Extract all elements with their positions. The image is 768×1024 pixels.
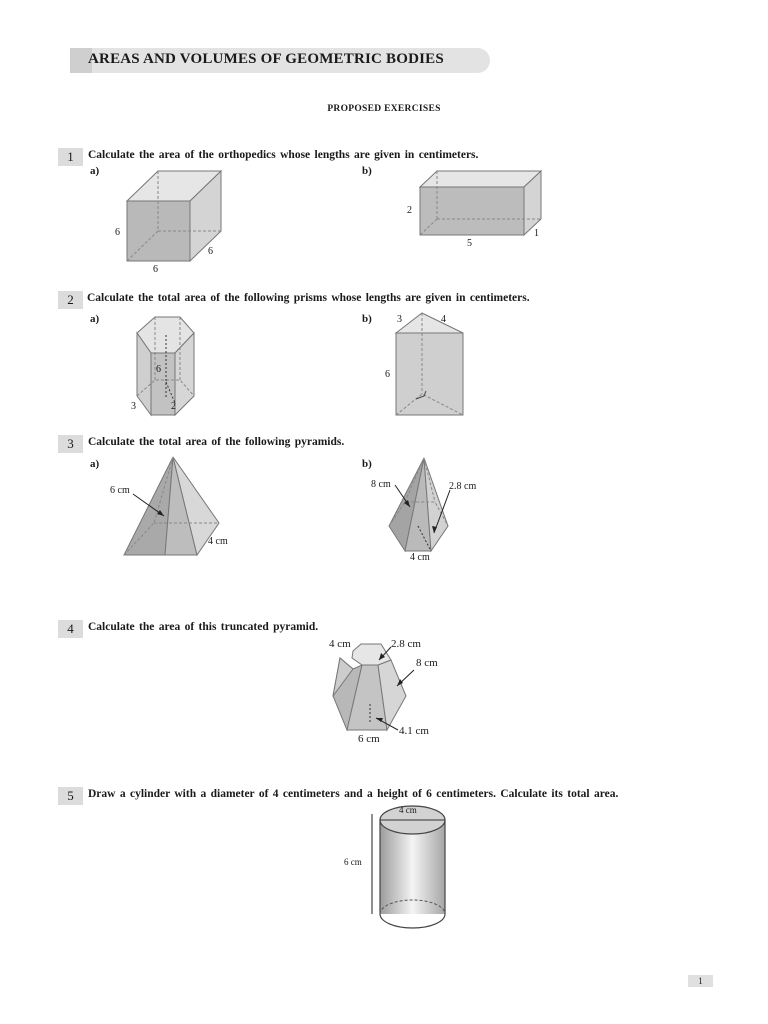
prism-depth-label: 1 [534, 228, 539, 239]
triangular-prism-figure [380, 310, 475, 420]
pentagon-side-label: 3 [131, 401, 136, 412]
frustum-base-side-label: 6 cm [358, 733, 380, 745]
pentagonal-prism-figure [125, 310, 205, 420]
frustum-slant-label: 8 cm [416, 657, 438, 669]
pyramid-a-slant-label: 6 cm [110, 485, 130, 496]
exercise-1-number: 1 [58, 148, 83, 166]
exercise-5-number: 5 [58, 787, 83, 805]
exercise-1-part-b: b) [362, 165, 372, 177]
square-pyramid-figure [105, 452, 245, 562]
page-number: 1 [688, 975, 713, 987]
cube-width-label: 6 [153, 264, 158, 275]
pyramid-b-base-label: 4 cm [410, 552, 430, 563]
pentagon-height-label: 6 [156, 364, 161, 375]
prism-height-label: 2 [407, 205, 412, 216]
section-subtitle: PROPOSED EXERCISES [327, 104, 441, 114]
exercise-2-number: 2 [58, 291, 83, 309]
truncated-pyramid-figure [320, 632, 470, 747]
prism-length-label: 5 [467, 238, 472, 249]
cube-figure [100, 165, 240, 280]
pyramid-b-apothem-label: 2.8 cm [449, 481, 477, 492]
tri-height-label: 6 [385, 369, 390, 380]
cylinder-figure [335, 800, 465, 935]
tri-leg-b-label: 4 [441, 314, 446, 325]
cylinder-diameter-label: 4 cm [399, 805, 417, 815]
exercise-4-prompt: Calculate the area of this truncated pyramid. [88, 621, 319, 633]
cube-depth-label: 6 [208, 246, 213, 257]
cube-height-label: 6 [115, 227, 120, 238]
frustum-top-apothem-label: 2.8 cm [391, 638, 421, 650]
exercise-1-prompt: Calculate the area of the orthopedics whose lengths are given in centimeters. [88, 149, 479, 161]
exercise-5-prompt: Draw a cylinder with a diameter of 4 centimeters and a height of 6 centimeters. Calculate its total area. [88, 788, 619, 800]
frustum-top-side-label: 4 cm [329, 638, 351, 650]
pyramid-a-base-label: 4 cm [208, 536, 228, 547]
exercise-3-prompt: Calculate the total area of the following pyramids. [88, 436, 345, 448]
hexagonal-pyramid-figure [365, 455, 495, 565]
page-title: AREAS AND VOLUMES OF GEOMETRIC BODIES [88, 51, 444, 67]
exercise-2-part-b: b) [362, 313, 372, 325]
exercise-3-part-a: a) [90, 458, 100, 470]
pyramid-b-slant-label: 8 cm [371, 479, 391, 490]
exercise-2-part-a: a) [90, 313, 100, 325]
tri-leg-a-label: 3 [397, 314, 402, 325]
exercise-1-part-a: a) [90, 165, 100, 177]
exercise-3-number: 3 [58, 435, 83, 453]
cylinder-height-label: 6 cm [344, 857, 362, 867]
pentagon-apothem-label: 2 [171, 401, 176, 412]
exercise-3-part-b: b) [362, 458, 372, 470]
rectangular-prism-figure [400, 165, 555, 250]
frustum-base-apothem-label: 4.1 cm [399, 725, 429, 737]
exercise-4-number: 4 [58, 620, 83, 638]
exercise-2-prompt: Calculate the total area of the following prisms whose lengths are given in centimeters. [87, 292, 530, 304]
